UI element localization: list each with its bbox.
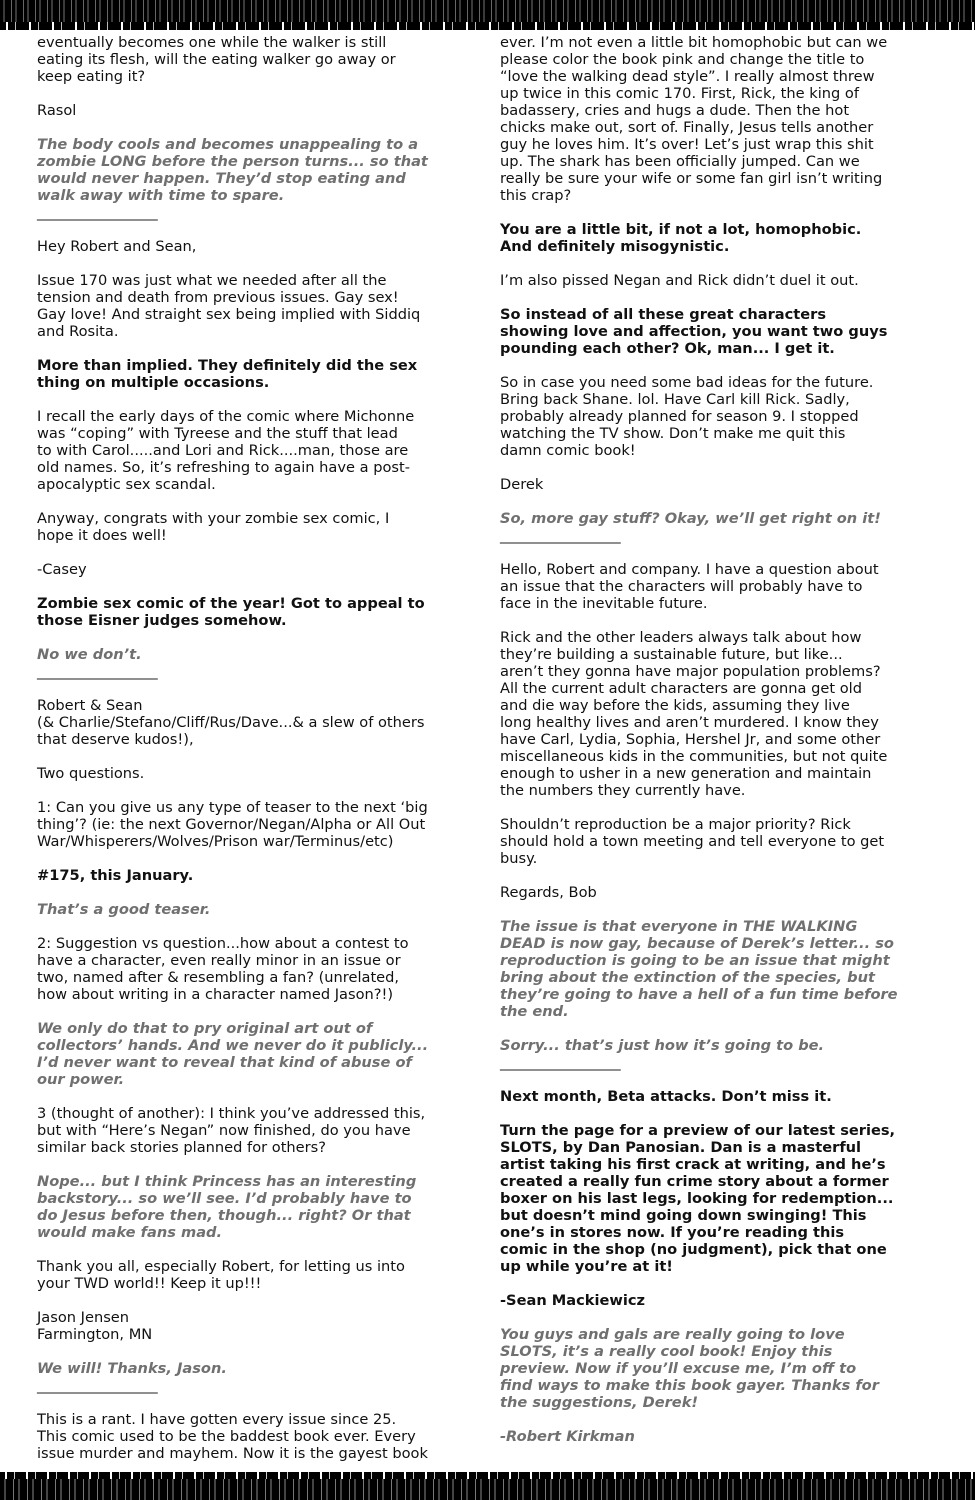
editor-reply: The issue is that everyone in THE WALKING DEAD is now gay, because of Derek’s letter... so reproduction is going to be an issue that might bring about the extinction of the species, but they’re going to have a hell of a fun time before the end. bbox=[500, 918, 898, 1020]
editor-reply: That’s a good teaser. bbox=[37, 901, 211, 918]
separator-rule: ___________________ bbox=[37, 663, 157, 680]
letter-paragraph: Two questions. bbox=[37, 765, 145, 782]
letter-paragraph: Shouldn’t reproduction be a major priority? Rick should hold a town meeting and tell everyone to get busy. bbox=[500, 816, 885, 867]
editor-reply: You guys and gals are really going to love SLOTS, it’s a really cool book! Enjoy this preview. Now if you’ll excuse me, I’m off to find ways to make this book gayer. Thanks for the suggestions, Derek! bbox=[500, 1326, 879, 1411]
editor-response: #175, this January. bbox=[37, 867, 194, 884]
letter-paragraph: So in case you need some bad ideas for the future. Bring back Shane. lol. Have Carl kill Rick. Sadly, probably already planned for season 9. I stopped watching the TV show. Don’t make me quit this damn comic book! bbox=[500, 374, 874, 459]
editor-response: So instead of all these great characters showing love and affection, you want two guys pounding each other? Ok, man... I get it. bbox=[500, 306, 888, 357]
letter-paragraph: 2: Suggestion vs question...how about a contest to have a character, even really minor in an issue or two, named after & resembling a fan? (unrelated, how about writing in a character named Jason?!) bbox=[37, 935, 409, 1003]
editor-reply: -Robert Kirkman bbox=[500, 1428, 635, 1445]
letter-paragraph: Rick and the other leaders always talk about how they’re building a sustainable future, but like... aren’t they gonna have major population problems? All the current adult characters are gonna get old and die way before the kids, assuming they live long healthy lives and aren’t murdered. I know they have Carl, Lydia, Sophia, Hershel Jr, and some other miscellaneous kids in the communities, but not quite enough to usher in a new generation and maintain the numbers they currently have. bbox=[500, 629, 888, 799]
letter-paragraph: Robert & Sean (& Charlie/Stefano/Cliff/Rus/Dave...& a slew of others that deserve kudos!), bbox=[37, 697, 425, 748]
letter-paragraph: -Casey bbox=[37, 561, 87, 578]
torn-bottom-border bbox=[0, 1472, 975, 1500]
letter-paragraph: This is a rant. I have gotten every issue since 25. This comic used to be the baddest book ever. Every issue murder and mayhem. Now it is the gayest book bbox=[37, 1411, 428, 1462]
editor-reply: We only do that to pry original art out of collectors’ hands. And we never do it publicly... I’d never want to reveal that kind of abuse of our power. bbox=[37, 1020, 429, 1088]
editor-response: Zombie sex comic of the year! Got to appeal to those Eisner judges somehow. bbox=[37, 595, 425, 629]
separator-rule: ___________________ bbox=[500, 527, 620, 544]
separator-rule: ___________________ bbox=[37, 204, 157, 221]
letter-paragraph: I recall the early days of the comic where Michonne was “coping” with Tyreese and the stuff that lead to with Carol.....and Lori and Rick....man, those are old names. So, it’s refreshing to again have a post- apocalyptic sex scandal. bbox=[37, 408, 415, 493]
letter-paragraph: Jason Jensen Farmington, MN bbox=[37, 1309, 153, 1343]
letter-paragraph: Hey Robert and Sean, bbox=[37, 238, 197, 255]
editor-response: -Sean Mackiewicz bbox=[500, 1292, 646, 1309]
left-column bbox=[37, 34, 477, 1479]
letter-paragraph: Hello, Robert and company. I have a question about an issue that the characters will probably have to face in the inevitable future. bbox=[500, 561, 879, 612]
letter-paragraph: Rasol bbox=[37, 102, 77, 119]
letter-paragraph: Issue 170 was just what we needed after all the tension and death from previous issues. Gay sex! Gay love! And straight sex being implied with Siddiq and Rosita. bbox=[37, 272, 421, 340]
editor-reply: Sorry... that’s just how it’s going to be. bbox=[500, 1037, 825, 1054]
editor-reply: No we don’t. bbox=[37, 646, 142, 663]
editor-response: More than implied. They definitely did the sex thing on multiple occasions. bbox=[37, 357, 418, 391]
letter-paragraph: 1: Can you give us any type of teaser to the next ‘big thing’? (ie: the next Governor/Negan/Alpha or All Out War/Whisperers/Wolves/Prison war/Terminus/etc) bbox=[37, 799, 428, 850]
separator-rule: ___________________ bbox=[500, 1054, 620, 1071]
editor-reply: So, more gay stuff? Okay, we’ll get right on it! bbox=[500, 510, 881, 527]
editor-reply: The body cools and becomes unappealing to a zombie LONG before the person turns... so that would never happen. They’d stop eating and walk away with time to spare. bbox=[37, 136, 428, 204]
letter-paragraph: Anyway, congrats with your zombie sex comic, I hope it does well! bbox=[37, 510, 390, 544]
editor-response: Turn the page for a preview of our latest series, SLOTS, by Dan Panosian. Dan is a masterful artist taking his first crack at writing, and he’s created a really fun crime story about a former boxer on his last legs, looking for redemption... but doesn’t mind going down swinging! This one’s in stores now. If you’re reading this comic in the shop (no judgment), pick that one up while you’re at it! bbox=[500, 1122, 896, 1275]
separator-rule: ___________________ bbox=[37, 1377, 157, 1394]
letter-paragraph: Thank you all, especially Robert, for letting us into your TWD world!! Keep it up!!! bbox=[37, 1258, 405, 1292]
editor-response: Next month, Beta attacks. Don’t miss it. bbox=[500, 1088, 832, 1105]
editor-reply: Nope... but I think Princess has an interesting backstory... so we’ll see. I’d probably have to do Jesus before then, though... right? Or that would make fans mad. bbox=[37, 1173, 417, 1241]
letter-paragraph: eventually becomes one while the walker is still eating its flesh, will the eating walker go away or keep eating it? bbox=[37, 34, 396, 85]
letter-paragraph: Derek bbox=[500, 476, 544, 493]
torn-top-border bbox=[0, 0, 975, 30]
letter-paragraph: I’m also pissed Negan and Rick didn’t duel it out. bbox=[500, 272, 859, 289]
letter-paragraph: 3 (thought of another): I think you’ve addressed this, but with “Here’s Negan” now finished, do you have similar back stories planned for others? bbox=[37, 1105, 426, 1156]
editor-response: You are a little bit, if not a lot, homophobic. And definitely misogynistic. bbox=[500, 221, 862, 255]
right-column bbox=[500, 34, 940, 1462]
letter-paragraph: Regards, Bob bbox=[500, 884, 597, 901]
letter-paragraph: ever. I’m not even a little bit homophobic but can we please color the book pink and change the title to “love the walking dead style”. I really almost threw up twice in this comic 170. First, Rick, the king of badassery, cries and hugs a dude. Then the hot chicks make out, sort of. Finally, Jesus tells another guy he loves him. It’s over! Let’s just wrap this shit up. The shark has been officially jumped. Can we really be sure your wife or some fan girl isn’t writing this crap? bbox=[500, 34, 888, 204]
editor-reply: We will! Thanks, Jason. bbox=[37, 1360, 227, 1377]
